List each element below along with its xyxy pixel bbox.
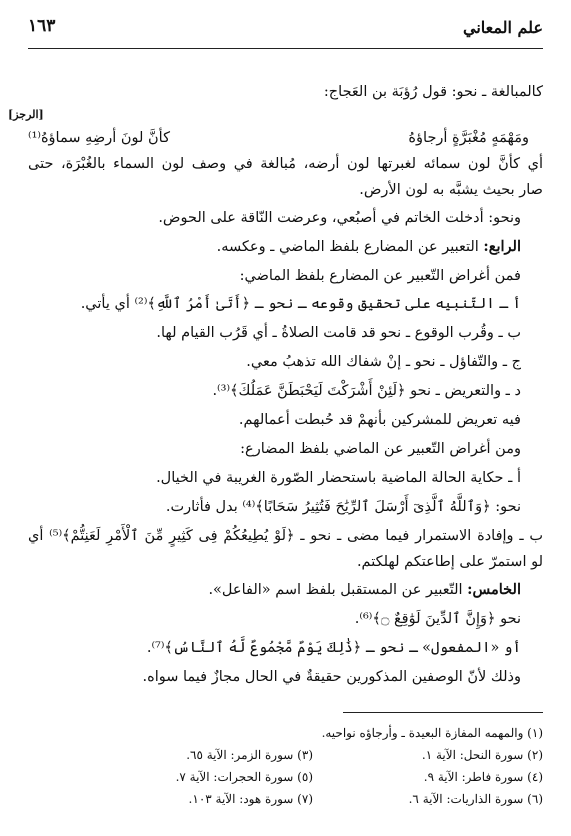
text-line: ب ـ وإفادة الاستمرار فيما مضى ـ نحو ـ ﴿لَوْ يُطِيعُكُمْ فِى كَثِيرٍ مِّنَ ٱلْأَمْرِ لَعَنِتُّمْ﴾⁽⁵⁾ أي [28, 528, 543, 544]
verse-first-hemistich: ومَهْمَهٍ مُغْبَرَّةٍ أرجاؤهُ [408, 130, 529, 146]
text-line: ومن أغراض التّعبير عن الماضي بلفظ المضارع: [240, 441, 521, 457]
text-line [28, 237, 521, 257]
text-line: وذلك لأنّ الوصفين المذكورين حقيقةٌ في الحال مجازٌ فيما سواه. [142, 669, 521, 685]
page-number: ١٦٣ [28, 16, 56, 36]
footnote-item: (٣) سورة الزمر: الآية ٦٥. [186, 748, 313, 762]
footnote-item: (٥) سورة الحجرات: الآية ٧. [175, 770, 313, 784]
footnote-row [28, 770, 543, 790]
verse-second-hemistich: كأنَّ لونَ أرضِهِ سماؤهُ⁽¹⁾ [28, 130, 170, 146]
text-line: فمن أغراض التّعبير عن المضارع بلفظ الماضي: [239, 268, 521, 284]
section-heading-text: التّعبير عن المستقبل بلفظ اسم «الفاعل». [208, 582, 463, 598]
footnote-item: (٤) سورة فاطر: الآية ٩. [423, 770, 543, 784]
text-line: أي كأنَّ لون سمائه لغبرتها لون أرضه، مُبالغة في وصف لون السماء بالغُبْرَة، حتى [28, 156, 543, 172]
page-header [28, 8, 543, 48]
section-label-fourth: الرابع: [483, 238, 521, 255]
footnote-row [28, 748, 543, 768]
header-rule [28, 48, 543, 49]
page-title: علم المعاني [462, 18, 543, 37]
text-line: أو «المفعول» ـ نحو ـ ﴿ذَٰلِكَ يَوْمٌ مَّجْمُوعٌ لَّهُ ٱلنَّاسُ﴾⁽⁷⁾. [146, 640, 521, 656]
footnote-divider [343, 712, 543, 713]
section-label-fifth: الخامس: [467, 581, 521, 598]
text-line: نحو: ﴿وَٱللَّهُ ٱلَّذِىٓ أَرْسَلَ ٱلرِّيَٰحَ فَتُثِيرُ سَحَابًا﴾⁽⁴⁾ بدل فأثارت. [165, 499, 521, 515]
footnote-item: (٢) سورة النحل: الآية ١. [421, 748, 543, 762]
text-line: صار بحيث يشبَّه به لون الأرض. [359, 182, 543, 198]
text-line: لو استمرّ على إطاعتكم لهلكتم. [356, 554, 543, 570]
footnote-item: (٦) سورة الذاريات: الآية ٦. [408, 792, 543, 806]
text-line: أ ـ التّنبيه على تحقيق وقوعه ـ نحو ـ ﴿أَتَىٰ أَمْرُ ٱللَّهِ﴾⁽²⁾ أي يأتي. [80, 296, 521, 312]
meter-tag: [الرجز] [8, 108, 44, 121]
section-heading-text: التعبير عن المضارع بلفظ الماضي ـ وعكسه. [216, 239, 479, 255]
text-line: ونحو: أدخلت الخاتم في أصبُعي، وعرضت النّاقة على الحوض. [158, 210, 521, 226]
text-line: أ ـ حكاية الحالة الماضية باستحضار الصّورة الغريبة في الخيال. [156, 470, 521, 486]
text-line: د ـ والتعريض ـ نحو ﴿لَئِنْ أَشْرَكْتَ لَيَحْبَطَنَّ عَمَلُكَ﴾⁽³⁾. [212, 383, 521, 399]
footnote-row [28, 726, 543, 746]
footnote-item: (٧) سورة هود: الآية ١٠٣. [188, 792, 313, 806]
text-line: نحو ﴿وَإِنَّ ٱلدِّينَ لَوَٰقِعٌ ۝﴾⁽⁶⁾. [354, 611, 521, 627]
footnote-row [28, 792, 543, 812]
text-line: ج ـ والتّفاؤل ـ نحو ـ إنْ شفاك الله تذهبُ معي. [246, 354, 521, 370]
text-line: ب ـ وقُرب الوقوع ـ نحو قد قامت الصلاةُ ـ أي قَرُب القيام لها. [156, 325, 521, 341]
text-line [28, 580, 521, 600]
footnote-item: (١) والمهمه المفازة البعيدة ـ وأرجاؤه نواحيه. [321, 726, 543, 740]
text-line: فيه تعريض للمشركين بأنهمْ قد حُبطت أعمالهم. [238, 412, 521, 428]
text-line: كالمبالغة ـ نحو: قول رُؤبَة بن العَجاج: [323, 84, 543, 100]
